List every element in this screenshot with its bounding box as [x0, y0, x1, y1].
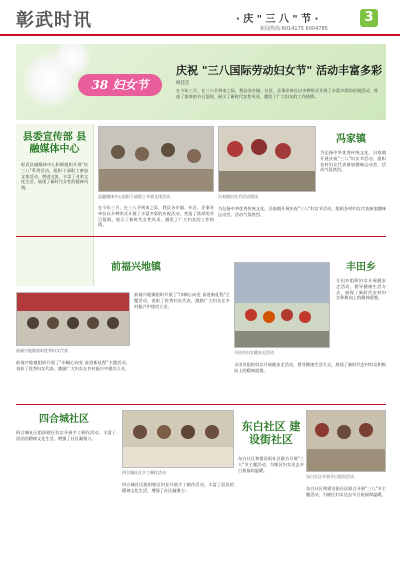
column-label: · 庆 " 三 八 " 节 ·	[236, 14, 319, 25]
photo-caption: 东白社区开展节日慰问活动	[306, 474, 354, 479]
article-xuanchuanbu	[16, 124, 94, 286]
photo-caption: 前福兴地镇表彰优秀妇女代表	[16, 348, 68, 353]
photo-staff-activity	[98, 126, 214, 192]
article-body-qianfu-2: 前福兴地镇组织开展了"巾帼心向党 奋进新征程"主题活动，表彰了优秀妇女代表，激励广大妇女在乡村振兴中建功立业。	[134, 292, 230, 309]
photo-qianfu	[16, 292, 130, 346]
section-divider	[16, 236, 386, 237]
article-body-dongbai: 东白社区和建设街社区联合开展"三八"节主题活动，为辖区妇女送去节日祝福和温暖。	[238, 456, 304, 473]
photo-dongbai	[306, 410, 386, 472]
main-headline: 庆祝 "三八国际劳动妇女节" 活动丰富多彩	[176, 64, 383, 77]
article-body-fengjia: 为弘扬中华优秀传统文化，冯家镇开展庆祝"三八"妇女节活动，组织各村妇女代表参加趣味运动会，活动气氛热烈。	[320, 150, 386, 173]
photo-caption: 丰田乡妇女健步走活动	[234, 350, 274, 355]
article-body-fengtian-2: 丰田乡组织妇女开展健步走活动，倡导健康生活方式，展现了新时代农村妇女积极向上的精神面貌。	[234, 362, 386, 373]
section-divider	[16, 404, 386, 405]
article-body-fengtian: 丰田乡组织妇女开展健步走活动，倡导健康生活方式，展现了新时代农村妇女积极向上的精神面貌。	[336, 278, 386, 301]
photo-sihecheng	[122, 410, 234, 468]
page-number: 3	[360, 9, 378, 27]
womens-day-badge: 38 妇女节	[78, 74, 162, 96]
article-heading-fengtian: 丰田乡	[346, 262, 376, 273]
article-body-continued: 在今年三月，在三八节到来之际，我县各乡镇、社区、企事业单位以多种形式开展了丰富多彩的庆祝活动，营造了浓厚的节日氛围，展示了新时代女性风采，激发了广大妇女的工作热情。	[98, 205, 214, 228]
article-heading: 县委宣传部 县融媒体中心	[22, 132, 87, 155]
article-heading-sihecheng: 四合城社区	[39, 414, 89, 425]
masthead	[0, 0, 400, 36]
article-body-qianfu: 前福兴地镇组织开展了"巾帼心向党 奋进新征程"主题活动，表彰了优秀妇女代表，激励广大妇女在乡村振兴中建功立业。	[16, 360, 130, 371]
byline: 杨佳佳	[176, 81, 190, 86]
article-body-sihecheng: 四合城社区组织辖区妇女开展手工制作活动，丰富了居民的精神文化生活，增强了社区凝聚力。	[16, 430, 116, 441]
lead-paragraph: 在今年三月，在三八节到来之际，我县各乡镇、社区、企事业单位以多种形式开展了丰富多彩的庆祝活动，营造了浓厚的节日氛围，展示了新时代女性风采，激发了广大妇女的工作热情。	[176, 88, 378, 99]
photo-caption: 四合城社区手工制作活动	[122, 470, 166, 475]
hotline-meta: 新闻热线:6014175 6004785	[260, 26, 328, 32]
newspaper-title: 彰武时讯	[16, 10, 92, 31]
article-heading-qianfu: 前福兴地镇	[111, 262, 161, 273]
top-banner	[16, 44, 386, 120]
article-body-fengjia-2: 为弘扬中华优秀传统文化，冯家镇开展庆祝"三八"妇女节活动，组织各村妇女代表参加趣味运动会，活动气氛热烈。	[218, 206, 386, 217]
photo-fengjia	[218, 126, 316, 192]
article-body-dongbai-2: 东白社区和建设街社区联合开展"三八"节主题活动，为辖区妇女送去节日祝福和温暖。	[306, 486, 386, 497]
article-body: 彰武县融媒体中心积极组织开展"庆三八"系列活动，组织干部职工参加文体活动，增进交流，丰富了业余文化生活，展现了新时代女性的精神风貌。	[21, 162, 89, 191]
flower-decoration	[52, 44, 92, 78]
photo-caption: 县融媒体中心组织干部职工开展文体活动	[98, 194, 170, 199]
article-body-sihecheng-2: 四合城社区组织辖区妇女开展手工制作活动，丰富了居民的精神文化生活，增强了社区凝聚力。	[122, 482, 234, 493]
article-heading-fengjia: 冯家镇	[336, 134, 366, 145]
photo-caption: 冯家镇妇女节活动现场	[218, 194, 258, 199]
article-heading-dongbai: 东白社区 建设街社区	[241, 420, 301, 446]
photo-fengtian	[234, 262, 330, 348]
